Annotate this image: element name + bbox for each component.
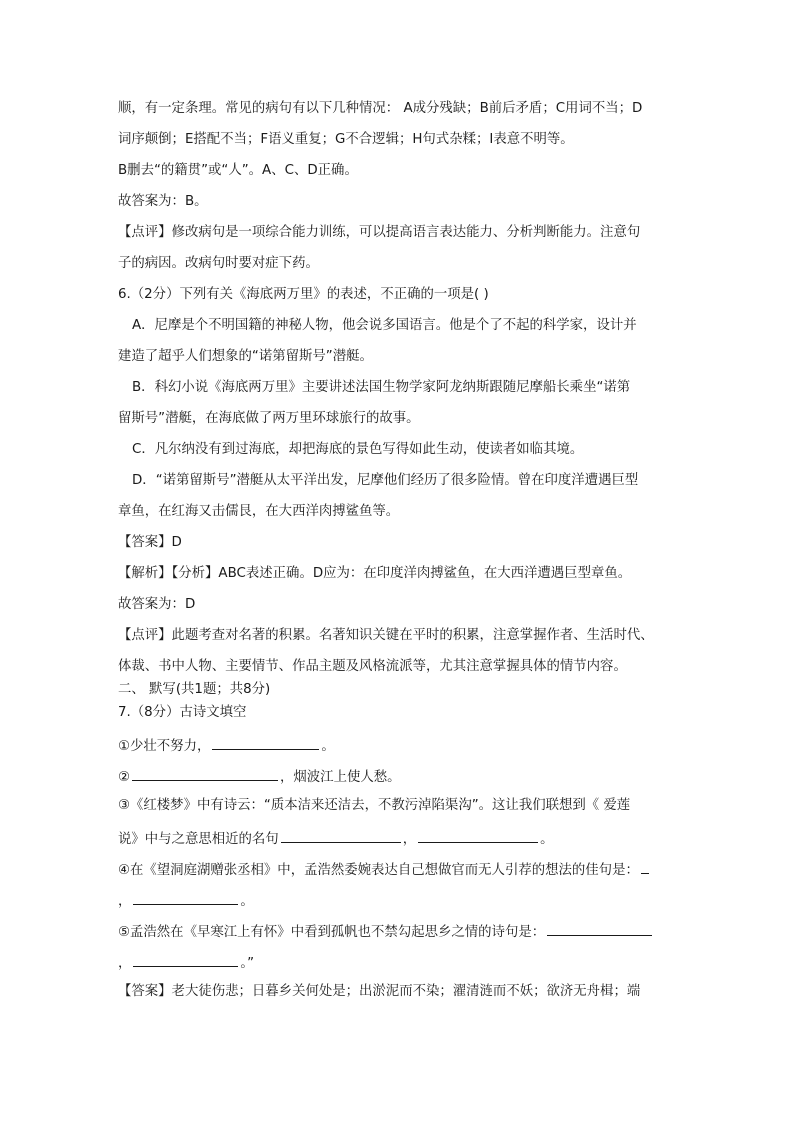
- fill-item-2: [118, 766, 678, 797]
- fill-text: ⑤孟浩然在《早寒江上有怀》中看到孤帆也不禁勾起思乡之情的诗句是：: [118, 925, 546, 940]
- fill-item-3-cont: [118, 828, 678, 859]
- fill-item-5-cont: [118, 952, 678, 983]
- fill-text: 。: [321, 739, 335, 754]
- option-a: A．尼摩是个不明国籍的神秘人物，他会说多国语言。他是个了不起的科学家，设计并: [132, 318, 637, 333]
- answer-7: 【答案】老大徒伤悲；日暮乡关何处是；出淤泥而不染；濯清涟而不妖；欲济无舟楫；端: [118, 984, 641, 999]
- fill-item-4-cont: [118, 890, 678, 921]
- fill-text: 说》中与之意思相近的名句: [118, 832, 279, 847]
- answer-6: 【答案】D: [118, 535, 182, 550]
- comment-6: 【点评】此题考查对名著的积累。名著知识关键在平时的积累，注意掌握作者、生活时代、: [118, 628, 654, 643]
- question-7: 7.（8分）古诗文填空: [118, 705, 247, 720]
- answer-blank[interactable]: [133, 952, 238, 967]
- fill-item-4: [118, 859, 678, 890]
- fill-text: ，: [118, 894, 132, 909]
- text-line: 顺，有一定条理。常见的病句有以下几种情况： A成分残缺；B前后矛盾；C用词不当；D: [118, 101, 643, 116]
- analysis-6: 【解析】【分析】ABC表述正确。D应为：在印度洋肉搏鲨鱼，在大西洋遭遇巨型章鱼。: [118, 566, 632, 581]
- answer-blank[interactable]: [281, 828, 401, 843]
- fill-text: ①少壮不努力，: [118, 739, 211, 754]
- option-c: C．凡尔纳没有到过海底，却把海底的景色写得如此生动，使读者如临其境。: [132, 442, 584, 457]
- fill-text: ②: [118, 770, 131, 785]
- section-heading: 二、 默写(共1题；共8分): [118, 682, 271, 697]
- fill-item-5: [118, 921, 678, 952]
- option-d: D．“诺第留斯号”潜艇从太平洋出发，尼摩他们经历了很多险情。曾在印度洋遭遇巨型: [132, 473, 639, 488]
- result-6: 故答案为：D: [118, 597, 196, 612]
- question-6: 6.（2分）下列有关《海底两万里》的表述，不正确的一项是( ): [118, 287, 489, 302]
- answer-blank[interactable]: [547, 921, 652, 936]
- fill-item-3: ③《红楼梦》中有诗云：“质本洁来还洁去，不教污淖陷渠沟”。这让我们联想到《 爱莲: [118, 798, 631, 813]
- fill-text: ④在《望洞庭湖赠张丞相》中，孟浩然委婉表达自己想做官而无人引荐的想法的佳句是：: [118, 863, 639, 878]
- comment-line: 【点评】修改病句是一项综合能力训练，可以提高语言表达能力、分析判断能力。注意句: [118, 225, 641, 240]
- fill-text: 。: [240, 894, 254, 909]
- text-line: B删去“的籍贯”或“人”。A、C、D正确。: [118, 163, 358, 178]
- fill-item-1: [118, 735, 678, 766]
- text-line: 子的病因。改病句时要对症下药。: [118, 256, 319, 271]
- option-a-cont: 建造了超乎人们想象的“诺第留斯号”潜艇。: [118, 349, 373, 364]
- fill-text: ，烟波江上使人愁。: [280, 770, 401, 785]
- fill-text: ，: [402, 832, 417, 847]
- answer-blank[interactable]: [641, 859, 649, 874]
- fill-text: 。”: [240, 956, 255, 971]
- fill-text: ，: [118, 956, 132, 971]
- text-line: 词序颠倒；E搭配不当；F语义重复；G不合逻辑；H句式杂糅；I表意不明等。: [118, 132, 574, 147]
- comment-6-cont: 体裁、书中人物、主要情节、作品主题及风格流派等，尤其注意掌握具体的情节内容。: [118, 659, 627, 674]
- answer-blank[interactable]: [418, 828, 538, 843]
- answer-blank[interactable]: [212, 735, 319, 750]
- fill-text: 。: [540, 832, 554, 847]
- option-b-cont: 留斯号”潜艇，在海底做了两万里环球旅行的故事。: [118, 411, 420, 426]
- option-d-cont: 章鱼，在红海又击儒艮，在大西洋肉搏鲨鱼等。: [118, 504, 400, 519]
- answer-blank[interactable]: [133, 890, 238, 905]
- document-page: [118, 100, 678, 1014]
- text-line: 故答案为：B。: [118, 194, 208, 209]
- answer-blank[interactable]: [132, 766, 278, 781]
- option-b: B．科幻小说《海底两万里》主要讲述法国生物学家阿龙纳斯跟随尼摩船长乘坐“诺第: [132, 380, 631, 395]
